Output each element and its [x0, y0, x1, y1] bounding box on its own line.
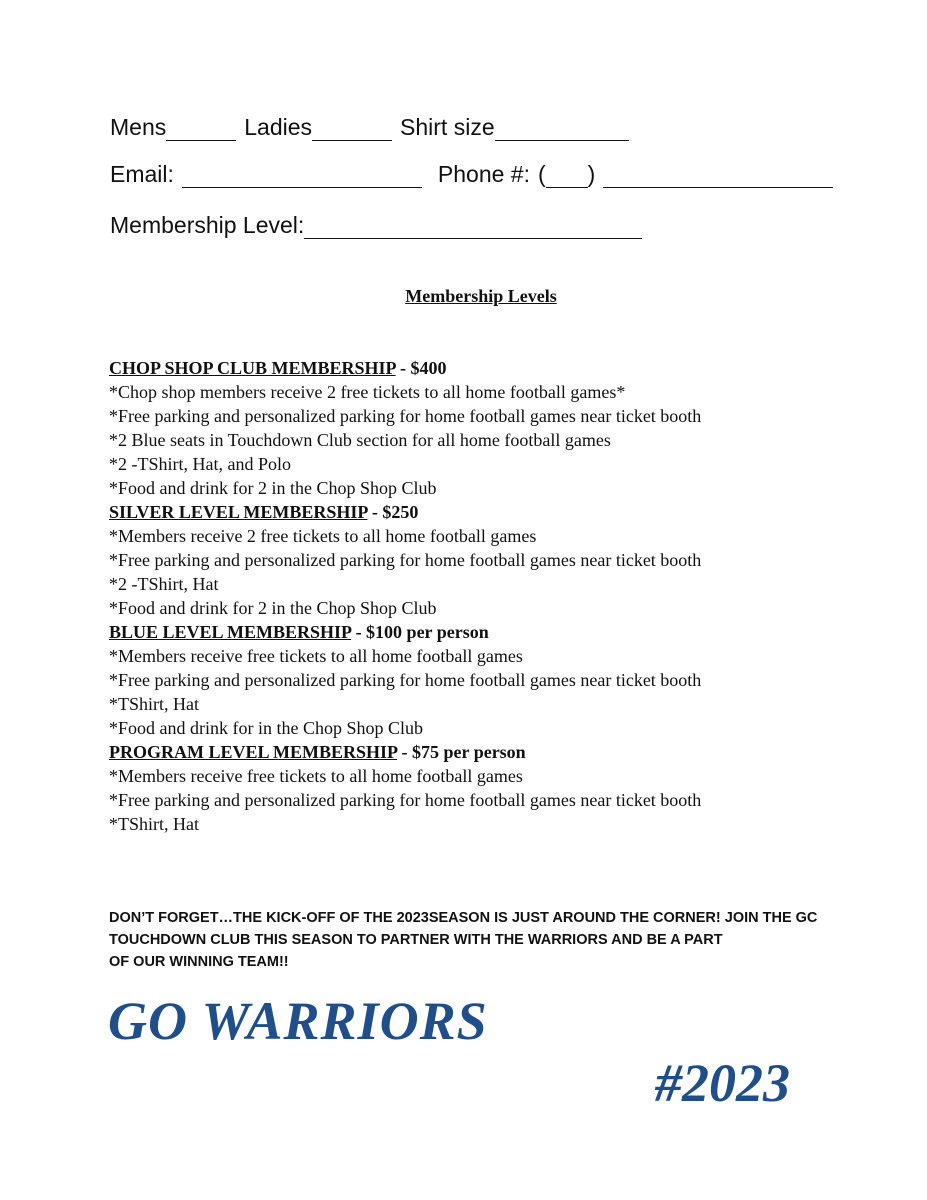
benefit-item: *Members receive free tickets to all home football games	[109, 646, 523, 666]
benefit-item: *Free parking and personalized parking for home football games near ticket booth	[109, 670, 702, 690]
benefit-item: *Food and drink for 2 in the Chop Shop Club	[109, 478, 437, 498]
level-name: PROGRAM LEVEL MEMBERSHIP	[109, 742, 398, 762]
contact-row	[110, 161, 833, 188]
benefit-item: *Free parking and personalized parking for home football games near ticket booth	[109, 406, 702, 426]
level-chop-shop	[109, 356, 889, 500]
benefit-item: *Members receive 2 free tickets to all home football games	[109, 526, 537, 546]
area-code-blank[interactable]	[546, 167, 588, 188]
benefit-item: *Members receive free tickets to all home football games	[109, 766, 523, 786]
level-silver	[109, 500, 889, 620]
cta-line: TOUCHDOWN CLUB THIS SEASON TO PARTNER WITH THE WARRIORS AND BE A PART	[109, 932, 723, 948]
level-price: - $400	[395, 358, 447, 378]
membership-level-label: Membership Level:	[110, 212, 305, 238]
level-name: CHOP SHOP CLUB MEMBERSHIP	[109, 358, 396, 378]
cta-line: DON’T FORGET…THE KICK-OFF OF THE 2023SEASON IS JUST AROUND THE CORNER! JOIN THE GC	[109, 910, 818, 926]
email-blank[interactable]	[182, 167, 422, 188]
benefit-item: *2 Blue seats in Touchdown Club section for all home football games	[109, 430, 611, 450]
level-price: - $250	[367, 502, 419, 522]
membership-level-blank[interactable]	[304, 218, 642, 239]
benefit-item: *TShirt, Hat	[109, 814, 199, 834]
call-to-action	[109, 907, 889, 973]
membership-row	[110, 212, 642, 239]
level-program	[109, 740, 889, 836]
benefit-item: *2 -TShirt, Hat	[109, 574, 219, 594]
level-price: - $75 per person	[397, 742, 526, 762]
email-label: Email:	[110, 161, 174, 187]
membership-levels-list	[109, 356, 889, 836]
benefit-item: *Food and drink for 2 in the Chop Shop Club	[109, 598, 437, 618]
ladies-label: Ladies	[244, 114, 313, 140]
benefit-item: *TShirt, Hat	[109, 694, 199, 714]
phone-label: Phone #:	[437, 161, 530, 187]
ladies-blank[interactable]	[312, 120, 392, 141]
benefit-item: *Chop shop members receive 2 free tickets to all home football games*	[109, 382, 626, 402]
shirt-row	[110, 114, 629, 141]
benefit-item: *Free parking and personalized parking for home football games near ticket booth	[109, 790, 702, 810]
benefit-item: *Food and drink for in the Chop Shop Club	[109, 718, 423, 738]
mens-blank[interactable]	[166, 120, 236, 141]
phone-close-paren: )	[587, 161, 596, 187]
cta-line: OF OUR WINNING TEAM!!	[109, 954, 289, 970]
shirt-size-blank[interactable]	[495, 120, 629, 141]
level-name: BLUE LEVEL MEMBERSHIP	[109, 622, 352, 642]
go-warriors-slogan: GO WARRIORS	[108, 991, 488, 1051]
mens-label: Mens	[110, 114, 167, 140]
benefit-item: *2 -TShirt, Hat, and Polo	[109, 454, 291, 474]
level-blue	[109, 620, 889, 740]
membership-levels-title: Membership Levels	[405, 286, 557, 306]
level-name: SILVER LEVEL MEMBERSHIP	[109, 502, 368, 522]
phone-number-blank[interactable]	[603, 167, 833, 188]
benefit-item: *Free parking and personalized parking for home football games near ticket booth	[109, 550, 702, 570]
phone-open-paren: (	[538, 161, 546, 187]
level-price: - $100 per person	[351, 622, 489, 642]
shirt-size-label: Shirt size	[400, 114, 495, 140]
hashtag-2023: #2023	[655, 1053, 790, 1113]
